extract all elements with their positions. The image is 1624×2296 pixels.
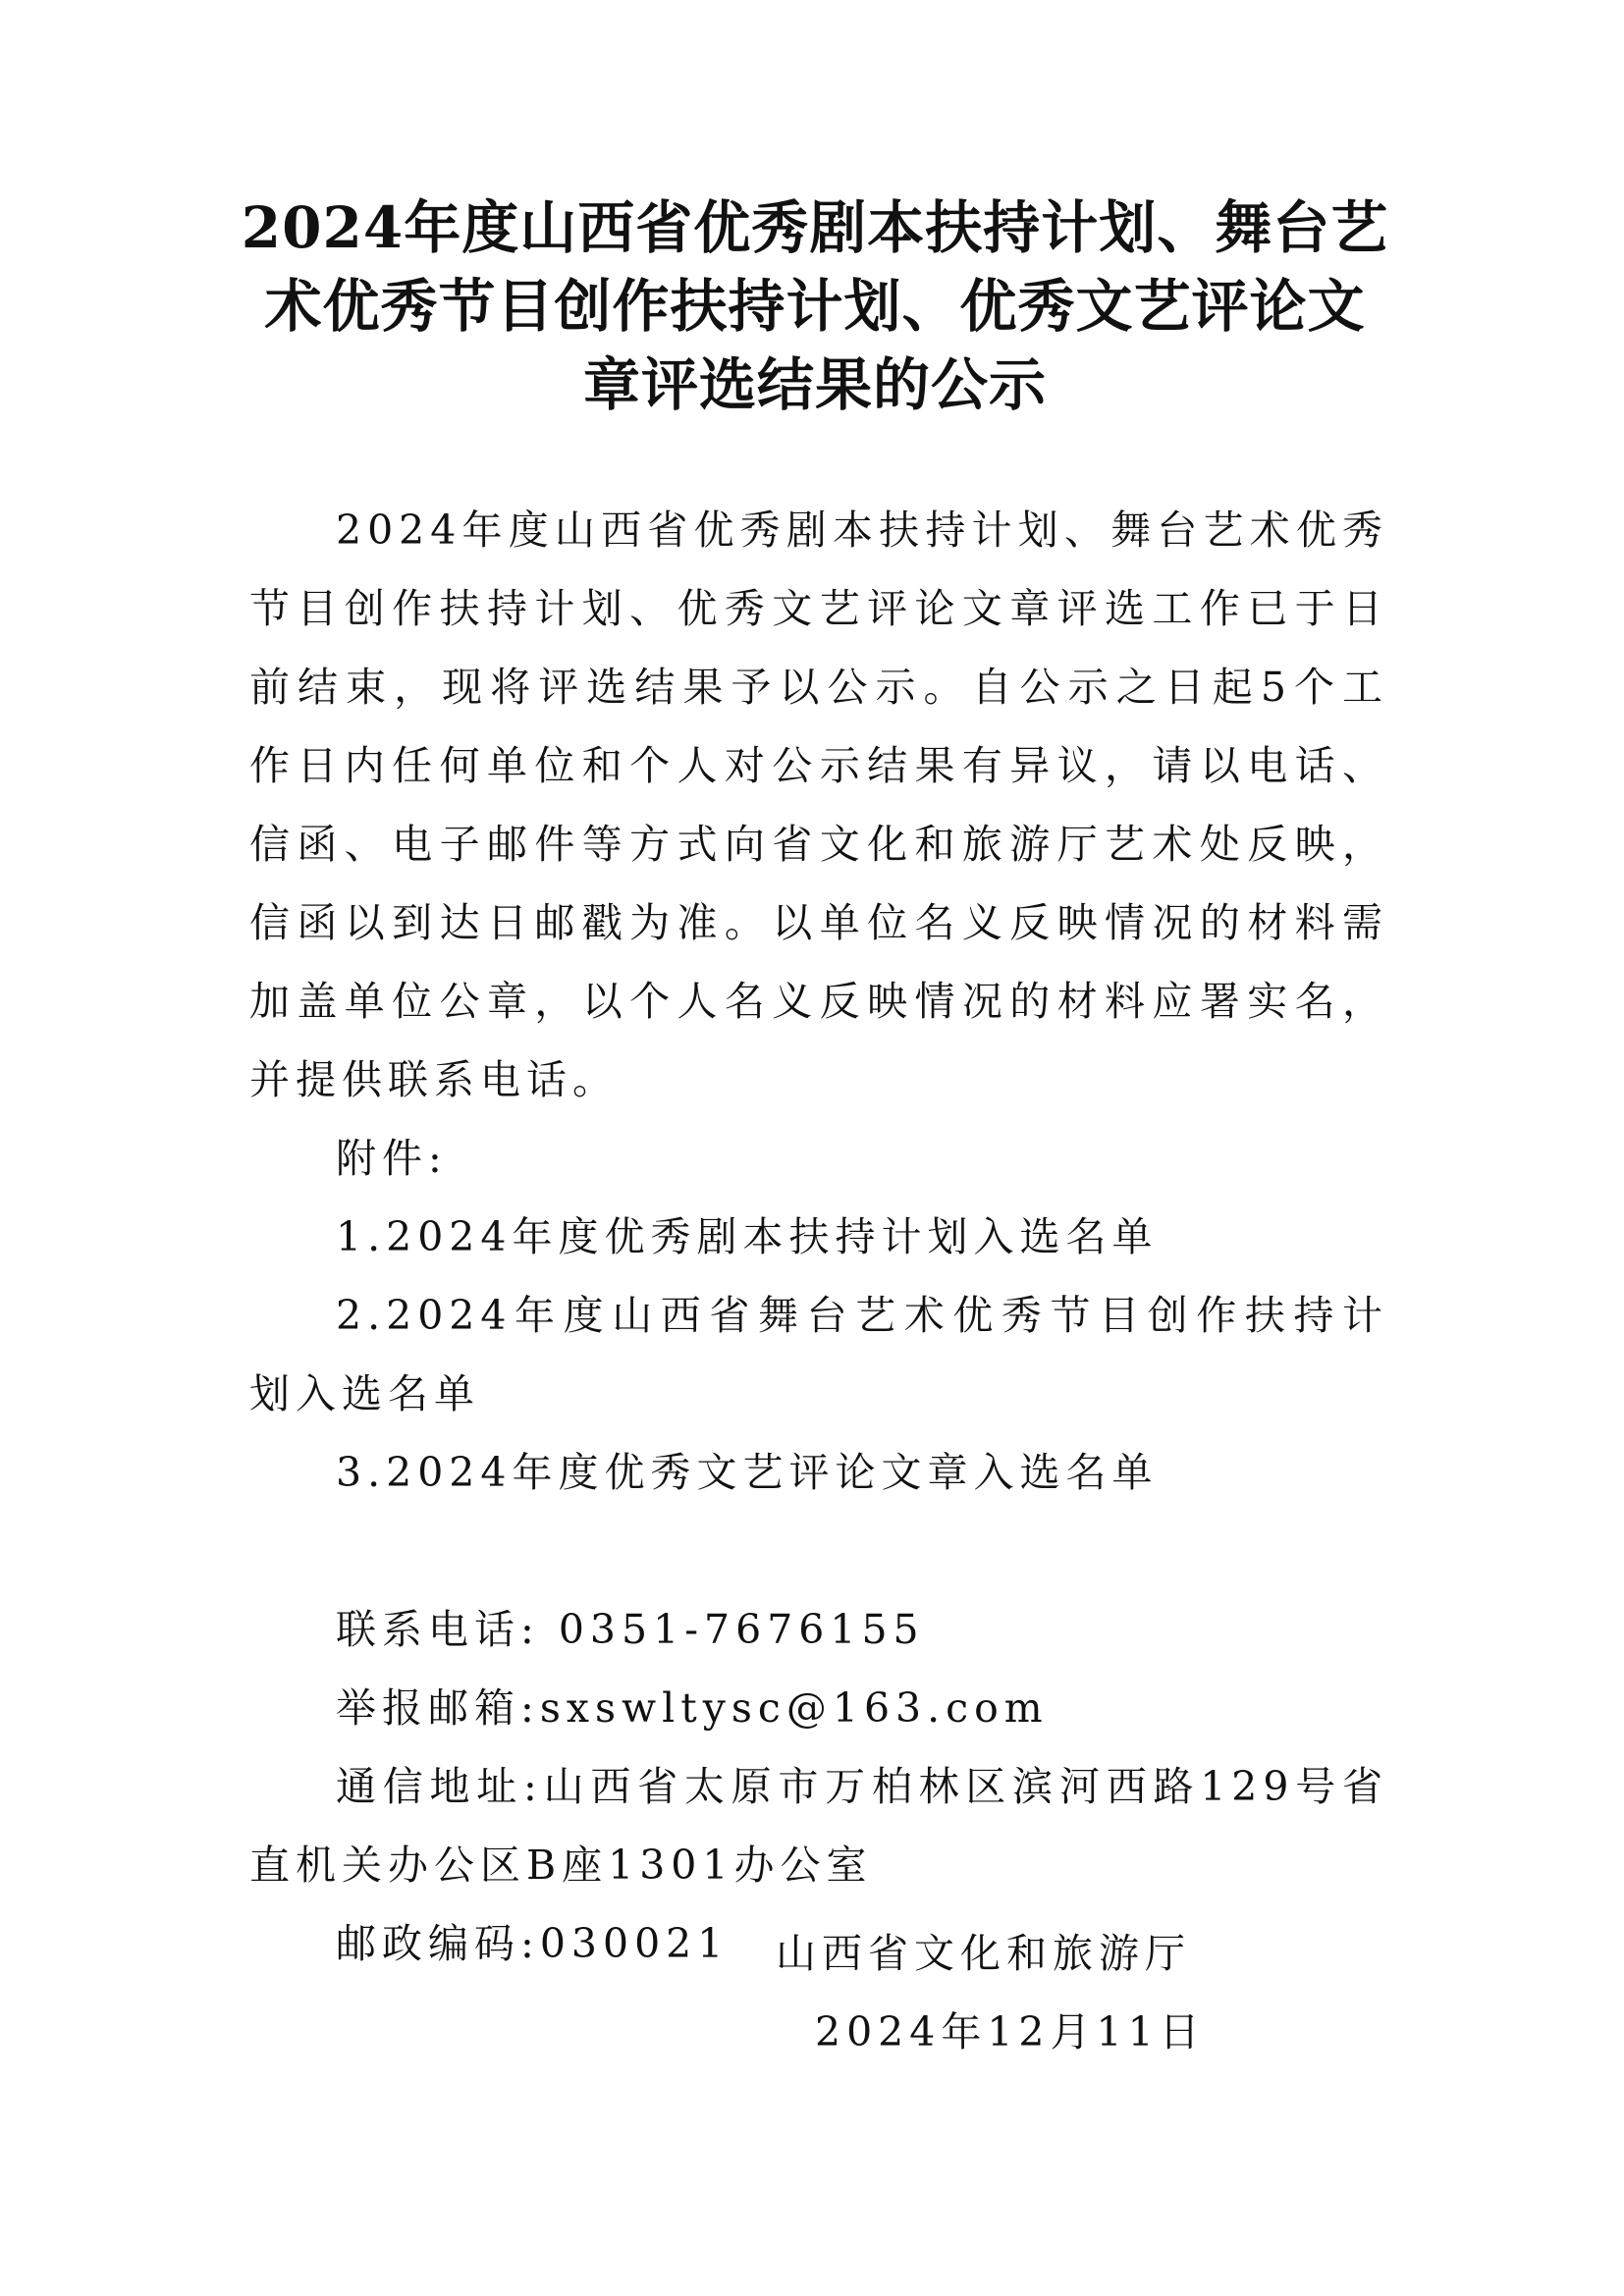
attachment-item-1: 1.2024年度优秀剧本扶持计划入选名单 (336, 1213, 1159, 1260)
spacer (249, 1512, 1388, 1590)
title-line-1: 2024年度山西省优秀剧本扶持计划、舞台艺 (241, 194, 1389, 261)
contact-phone: 联系电话: 0351-7676155 (336, 1606, 925, 1653)
issuing-organization: 山西省文化和旅游厅 (776, 1930, 1191, 1977)
report-email: 举报邮箱:sxswltysc@163.com (336, 1684, 1049, 1732)
attachments-label: 附件: (336, 1135, 448, 1182)
title-line-3: 章评选结果的公示 (582, 351, 1047, 418)
document-title (236, 188, 1394, 424)
attachment-item-3: 3.2024年度优秀文艺评论文章入选名单 (336, 1449, 1159, 1496)
attachment-item-2: 2.2024年度山西省舞台艺术优秀节目创作扶持计划入选名单 (249, 1292, 1388, 1417)
mailing-address: 通信地址:山西省太原市万柏林区滨河西路129号省直机关办公区B座1301办公室 (249, 1763, 1388, 1889)
issue-date: 2024年12月11日 (815, 2008, 1206, 2056)
signature-block (776, 1914, 1206, 2071)
title-line-2: 术优秀节目创作扶持计划、优秀文艺评论文 (264, 273, 1366, 340)
intro-paragraph: 2024年度山西省优秀剧本扶持计划、舞台艺术优秀节目创作扶持计划、优秀文艺评论文章评选工作已于日前结束，现将评选结果予以公示。自公示之日起5个工作日内任何单位和个人对公示结果有异议，请以电话、信函、电子邮件等方式向省文化和旅游厅艺术处反映，信函以到达日邮戳为准。以单位名义反映情况的材料需加盖单位公章，以个人名义反映情况的材料应署实名，并提供联系电话。 (249, 507, 1388, 1103)
postal-code: 邮政编码:030021 (336, 1920, 730, 1967)
document-body (249, 491, 1388, 1983)
